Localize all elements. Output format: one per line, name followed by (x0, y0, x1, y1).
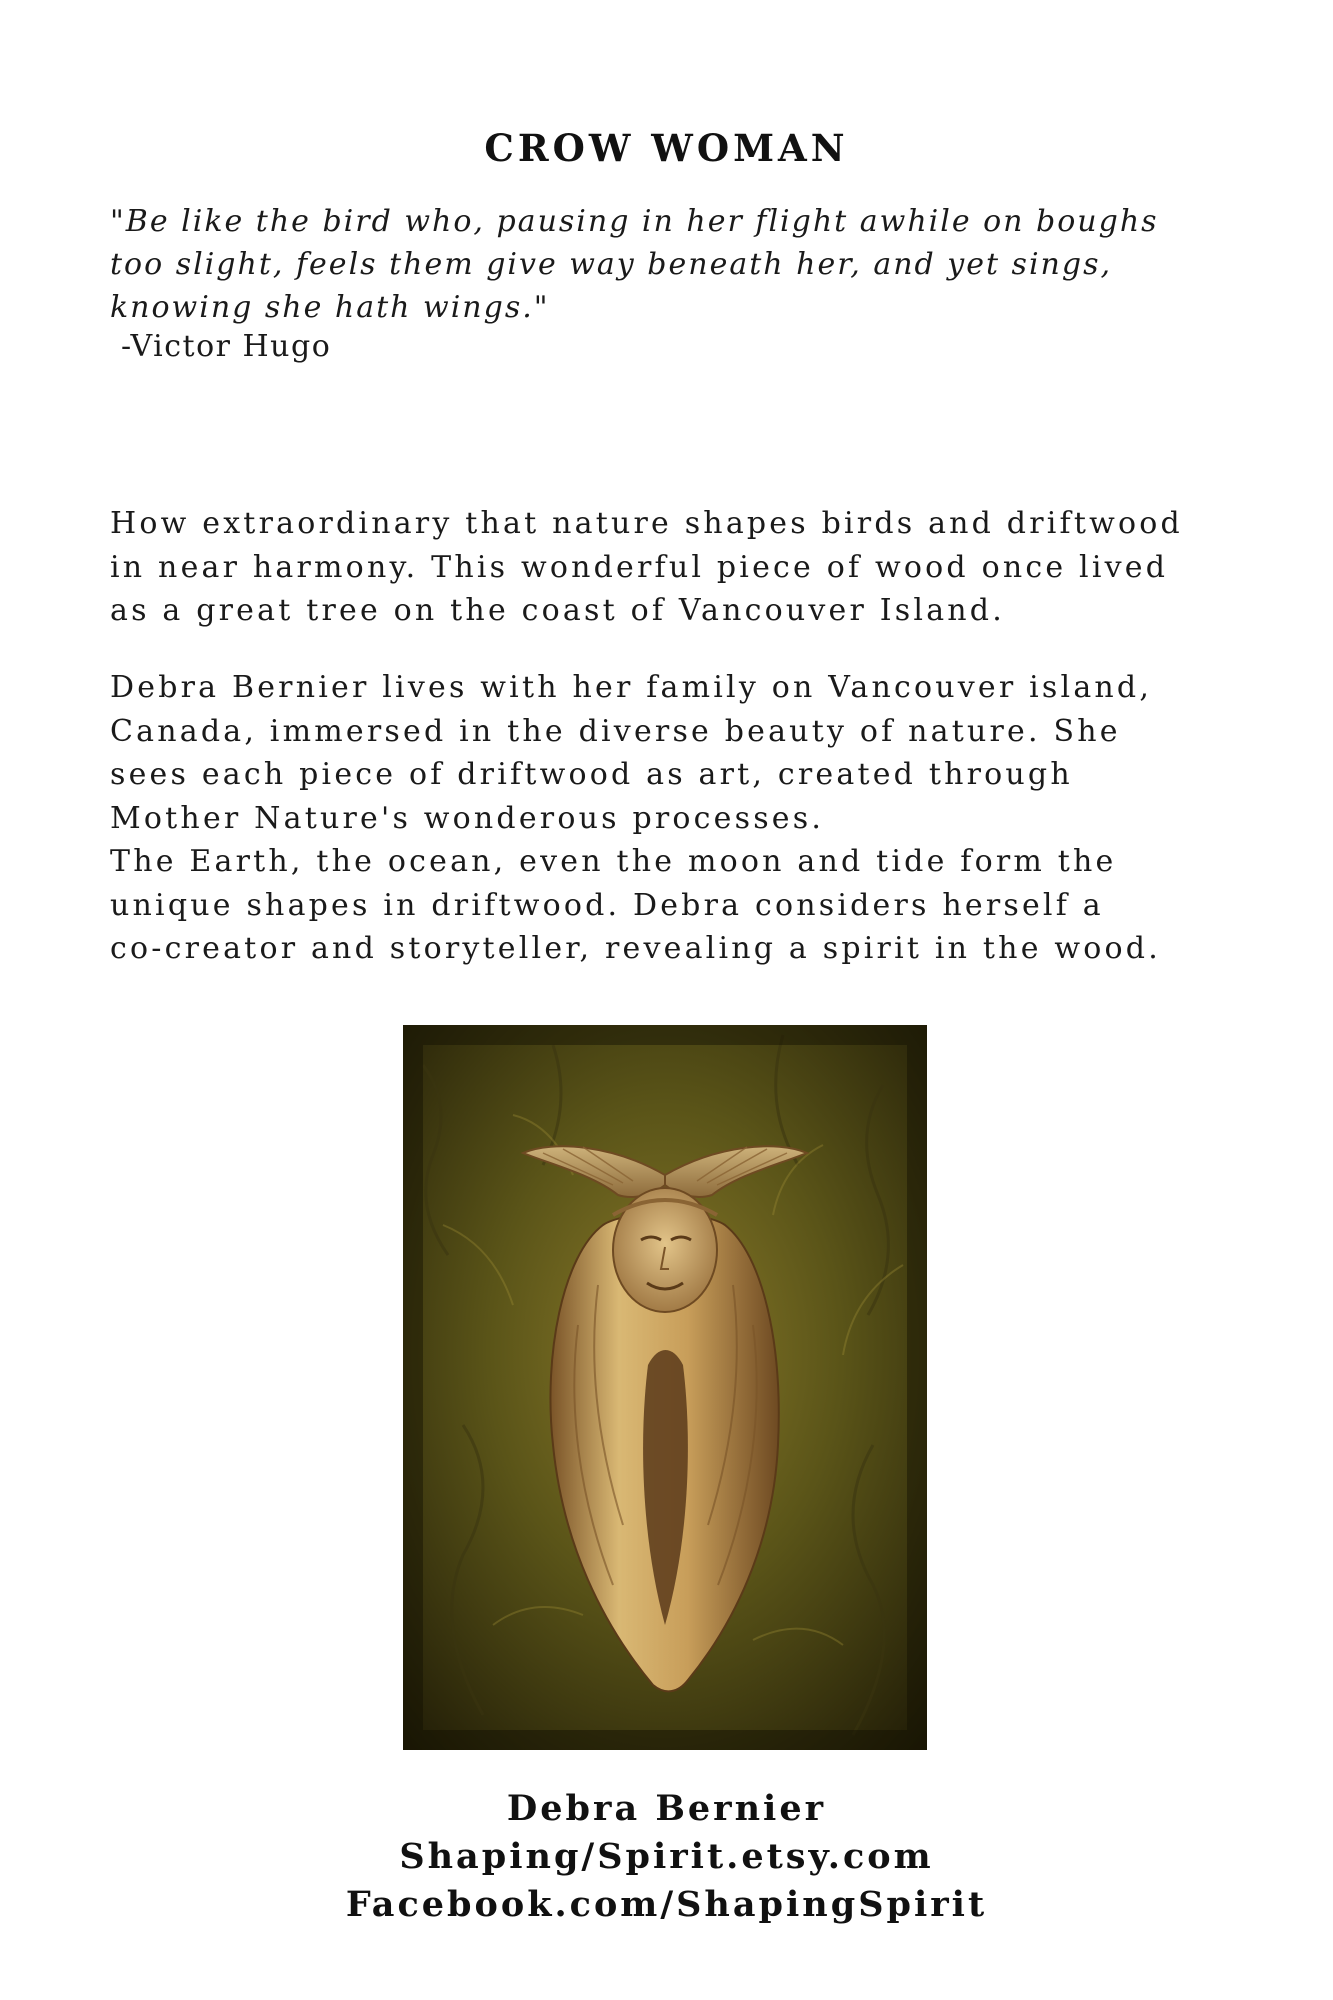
paragraph-line: Canada, immersed in the diverse beauty of nature. She (110, 713, 1121, 749)
footer-credits (0, 1785, 1333, 1929)
body-paragraph-1 (110, 502, 1310, 633)
sculpture-photo (403, 1025, 927, 1750)
paragraph-line: as a great tree on the coast of Vancouver Island. (110, 593, 1005, 628)
facebook-link[interactable]: Facebook.com/ShapingSpirit (345, 1884, 988, 1925)
quote-line: "Be like the bird who, pausing in her flight awhile on boughs (110, 204, 1159, 239)
paragraph-line: Mother Nature's wonderous processes. (110, 800, 825, 836)
body-paragraph-2 (110, 666, 1310, 971)
paragraph-line: Debra Bernier lives with her family on Vancouver island, (110, 670, 1153, 705)
quote-block (110, 200, 1230, 329)
paragraph-line: sees each piece of driftwood as art, created through (110, 757, 1073, 792)
quote-line: knowing she hath wings." (110, 290, 550, 325)
etsy-link[interactable]: Shaping/Spirit.etsy.com (399, 1836, 934, 1877)
quote-attribution: -Victor Hugo (110, 329, 332, 364)
paragraph-line: How extraordinary that nature shapes birds and driftwood (110, 506, 1183, 541)
paragraph-line: co-creator and storyteller, revealing a spirit in the wood. (110, 931, 1161, 966)
artist-name: Debra Bernier (506, 1788, 827, 1829)
crow-woman-sculpture-image (403, 1025, 927, 1750)
paragraph-line: unique shapes in driftwood. Debra considers herself a (110, 887, 1104, 923)
paragraph-line: in near harmony. This wonderful piece of wood once lived (110, 549, 1169, 585)
page-title: CROW WOMAN (484, 126, 849, 170)
paragraph-line: The Earth, the ocean, even the moon and tide form the (110, 844, 1117, 879)
quote-line: too slight, feels them give way beneath her, and yet sings, (110, 247, 1113, 282)
